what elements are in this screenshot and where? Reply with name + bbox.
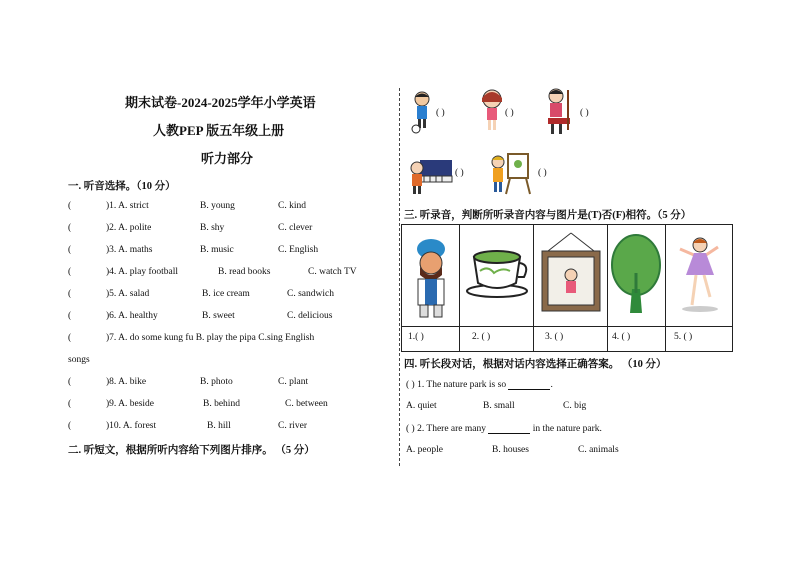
dancing-girl-icon bbox=[674, 235, 724, 315]
judge-blank[interactable]: 1.( ) bbox=[408, 332, 424, 342]
column-divider bbox=[399, 88, 400, 466]
table-divider bbox=[533, 225, 534, 351]
exam-subtitle: 人教PEP 版五年级上册 bbox=[153, 123, 285, 138]
list-item: ( )7. A. do some kung fu B. play the pipa C.sing English bbox=[68, 333, 315, 343]
list-item: ( )5. A. salad B. ice cream C. sandwich bbox=[68, 289, 334, 299]
girl-erhu-icon bbox=[540, 86, 576, 138]
section4-heading: 四. 听长段对话，根据对话内容选择正确答案。 （10 分） bbox=[404, 359, 667, 370]
teacup-icon bbox=[464, 243, 530, 299]
boy-football-icon bbox=[410, 90, 434, 134]
order-blank[interactable]: ( ) bbox=[455, 168, 464, 178]
section2-heading: 二. 听短文，根据所听内容给下列图片排序。 （5 分） bbox=[68, 445, 315, 456]
table-divider bbox=[459, 225, 460, 351]
answer-blank[interactable] bbox=[488, 423, 530, 434]
list-item: ( )3. A. maths B. music C. English bbox=[68, 245, 319, 255]
order-blank[interactable]: ( ) bbox=[436, 108, 445, 118]
boy-drawing-icon bbox=[488, 148, 532, 196]
list-item: ( )1. A. strict B. young C. kind bbox=[68, 201, 306, 211]
question-1-options: A. quiet B. small C. big bbox=[406, 401, 587, 411]
question-1: ( ) 1. The nature park is so . bbox=[406, 380, 553, 390]
judge-blank[interactable]: 4. ( ) bbox=[612, 332, 631, 342]
table-divider bbox=[607, 225, 608, 351]
man-turban-icon bbox=[408, 235, 454, 319]
judge-blank[interactable]: 3. ( ) bbox=[545, 332, 564, 342]
listening-part-title: 听力部分 bbox=[201, 151, 254, 166]
list-item: ( )4. A. play football B. read books C. watch TV bbox=[68, 267, 357, 277]
table-divider bbox=[402, 326, 732, 327]
list-item: ( )10. A. forest B. hill C. river bbox=[68, 421, 308, 431]
framed-picture-icon bbox=[538, 231, 604, 319]
tree-icon bbox=[610, 233, 662, 317]
wrap-text: songs bbox=[68, 355, 90, 365]
judge-blank[interactable]: 2. ( ) bbox=[472, 332, 491, 342]
section3-heading: 三. 听录音，判断所听录音内容与图片是(T)否(F)相符。（5 分） bbox=[404, 210, 692, 221]
judge-blank[interactable]: 5. ( ) bbox=[674, 332, 693, 342]
order-blank[interactable]: ( ) bbox=[580, 108, 589, 118]
section1-heading: 一. 听音选择。（10 分） bbox=[68, 181, 176, 192]
picture-table bbox=[401, 224, 733, 352]
girl-icon bbox=[478, 88, 506, 134]
table-divider bbox=[665, 225, 666, 351]
order-blank[interactable]: ( ) bbox=[538, 168, 547, 178]
answer-blank[interactable] bbox=[508, 379, 550, 390]
order-blank[interactable]: ( ) bbox=[505, 108, 514, 118]
exam-title: 期末试卷-2024-2025学年小学英语 bbox=[125, 95, 316, 110]
question-2-options: A. people B. houses C. animals bbox=[406, 445, 619, 455]
list-item: ( )8. A. bike B. photo C. plant bbox=[68, 377, 309, 387]
list-item: ( )9. A. beside B. behind C. between bbox=[68, 399, 328, 409]
question-2: ( ) 2. There are many in the nature park. bbox=[406, 424, 602, 434]
list-item: ( )6. A. healthy B. sweet C. delicious bbox=[68, 311, 333, 321]
boy-piano-icon bbox=[408, 150, 454, 196]
list-item: ( )2. A. polite B. shy C. clever bbox=[68, 223, 313, 233]
